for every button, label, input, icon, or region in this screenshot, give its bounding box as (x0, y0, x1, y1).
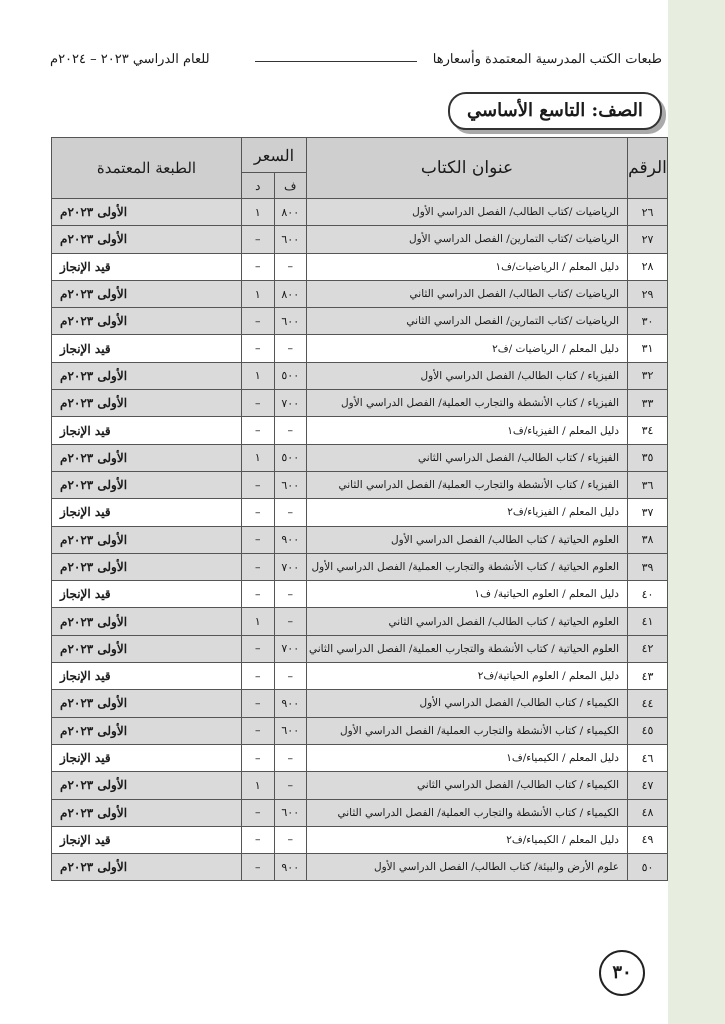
row-book-title: دليل المعلم / العلوم الحياتية/ف٢ (307, 663, 628, 690)
row-edition: قيد الإنجاز (52, 581, 242, 608)
table-row (52, 744, 668, 771)
row-price-d: – (242, 663, 275, 690)
row-number: ٣٨ (628, 526, 668, 553)
row-price-f: ٧٠٠ (274, 635, 307, 662)
page-header (50, 50, 662, 72)
row-price-f: – (274, 499, 307, 526)
row-number: ٣٦ (628, 471, 668, 498)
row-edition: الأولى ٢٠٢٣م (52, 635, 242, 662)
table-row (52, 635, 668, 662)
row-edition: الأولى ٢٠٢٣م (52, 799, 242, 826)
row-book-title: الرياضيات /كتاب التمارين/ الفصل الدراسي الثاني (307, 308, 628, 335)
row-number: ٣٥ (628, 444, 668, 471)
table-row (52, 854, 668, 881)
row-book-title: الرياضيات /كتاب الطالب/ الفصل الدراسي الأول (307, 199, 628, 226)
grade-label: الصف: التاسع الأساسي (448, 92, 662, 130)
row-price-f: ٥٠٠ (274, 444, 307, 471)
row-book-title: الفيزياء / كتاب الطالب/ الفصل الدراسي الأول (307, 362, 628, 389)
row-edition: قيد الإنجاز (52, 744, 242, 771)
row-price-d: – (242, 635, 275, 662)
table-row (52, 226, 668, 253)
row-number: ٢٦ (628, 199, 668, 226)
books-table-body (52, 199, 668, 881)
row-book-title: دليل المعلم / الفيزياء/ف٢ (307, 499, 628, 526)
table-row (52, 280, 668, 307)
row-number: ٤٠ (628, 581, 668, 608)
row-number: ٤٣ (628, 663, 668, 690)
header-edition: الطبعة المعتمدة (52, 138, 242, 199)
row-book-title: الكيمياء / كتاب الأنشطة والتجارب العملية/ الفصل الدراسي الأول (307, 717, 628, 744)
row-price-d: – (242, 390, 275, 417)
books-table (51, 137, 668, 881)
row-price-f: ٩٠٠ (274, 854, 307, 881)
row-number: ٤٨ (628, 799, 668, 826)
row-number: ٤٧ (628, 772, 668, 799)
row-book-title: العلوم الحياتية / كتاب الأنشطة والتجارب العملية/ الفصل الدراسي الثاني (307, 635, 628, 662)
row-edition: الأولى ٢٠٢٣م (52, 280, 242, 307)
row-edition: الأولى ٢٠٢٣م (52, 390, 242, 417)
row-number: ٢٩ (628, 280, 668, 307)
row-edition: قيد الإنجاز (52, 335, 242, 362)
row-edition: قيد الإنجاز (52, 663, 242, 690)
row-price-d: – (242, 499, 275, 526)
table-row (52, 553, 668, 580)
table-row (52, 690, 668, 717)
table-row (52, 199, 668, 226)
row-price-f: ٦٠٠ (274, 717, 307, 744)
row-price-d: – (242, 717, 275, 744)
row-price-d: ١ (242, 772, 275, 799)
table-row (52, 417, 668, 444)
row-book-title: علوم الأرض والبيئة/ كتاب الطالب/ الفصل الدراسي الأول (307, 854, 628, 881)
row-price-f: – (274, 826, 307, 853)
row-edition: قيد الإنجاز (52, 253, 242, 280)
page-number: ٣٠ (599, 950, 645, 996)
table-row (52, 308, 668, 335)
row-price-d: – (242, 826, 275, 853)
row-price-f: ٦٠٠ (274, 471, 307, 498)
table-row (52, 526, 668, 553)
row-book-title: الرياضيات /كتاب الطالب/ الفصل الدراسي الثاني (307, 280, 628, 307)
row-book-title: دليل المعلم / الرياضيات /ف٢ (307, 335, 628, 362)
row-price-f: ٧٠٠ (274, 390, 307, 417)
row-number: ٤٤ (628, 690, 668, 717)
row-price-d: – (242, 799, 275, 826)
row-price-d: ١ (242, 280, 275, 307)
row-price-d: ١ (242, 199, 275, 226)
row-edition: الأولى ٢٠٢٣م (52, 362, 242, 389)
row-price-f: ٧٠٠ (274, 553, 307, 580)
row-edition: الأولى ٢٠٢٣م (52, 717, 242, 744)
row-price-d: – (242, 526, 275, 553)
row-price-d: – (242, 335, 275, 362)
row-price-d: – (242, 581, 275, 608)
row-price-f: – (274, 417, 307, 444)
table-row (52, 608, 668, 635)
row-number: ٢٧ (628, 226, 668, 253)
table-row (52, 717, 668, 744)
row-edition: الأولى ٢٠٢٣م (52, 526, 242, 553)
header-number: الرقم (628, 138, 668, 199)
row-number: ٣٩ (628, 553, 668, 580)
row-price-f: – (274, 663, 307, 690)
row-book-title: الفيزياء / كتاب الأنشطة والتجارب العملية/ الفصل الدراسي الأول (307, 390, 628, 417)
row-price-d: – (242, 744, 275, 771)
row-book-title: الكيمياء / كتاب الطالب/ الفصل الدراسي الثاني (307, 772, 628, 799)
row-price-f: ٦٠٠ (274, 226, 307, 253)
table-row (52, 444, 668, 471)
row-number: ٤٢ (628, 635, 668, 662)
row-book-title: دليل المعلم / الكيمياء/ف٢ (307, 826, 628, 853)
table-row (52, 772, 668, 799)
row-book-title: العلوم الحياتية / كتاب الطالب/ الفصل الدراسي الثاني (307, 608, 628, 635)
row-number: ٤٦ (628, 744, 668, 771)
row-number: ٤١ (628, 608, 668, 635)
row-number: ٣١ (628, 335, 668, 362)
row-edition: قيد الإنجاز (52, 499, 242, 526)
row-price-f: – (274, 772, 307, 799)
row-edition: الأولى ٢٠٢٣م (52, 226, 242, 253)
row-book-title: دليل المعلم / الفيزياء/ف١ (307, 417, 628, 444)
row-price-f: ٨٠٠ (274, 280, 307, 307)
row-number: ٣٢ (628, 362, 668, 389)
table-row (52, 499, 668, 526)
row-price-f: ٦٠٠ (274, 799, 307, 826)
row-price-d: ١ (242, 362, 275, 389)
table-row (52, 335, 668, 362)
row-price-d: – (242, 690, 275, 717)
row-edition: الأولى ٢٠٢٣م (52, 199, 242, 226)
row-edition: قيد الإنجاز (52, 417, 242, 444)
row-book-title: دليل المعلم / العلوم الحياتية/ ف١ (307, 581, 628, 608)
header-year: للعام الدراسي ٢٠٢٣ – ٢٠٢٤م (50, 52, 210, 67)
row-price-d: – (242, 226, 275, 253)
row-price-d: ١ (242, 608, 275, 635)
row-price-d: – (242, 553, 275, 580)
row-price-f: – (274, 744, 307, 771)
row-price-d: – (242, 253, 275, 280)
row-price-d: – (242, 854, 275, 881)
row-edition: الأولى ٢٠٢٣م (52, 772, 242, 799)
row-book-title: دليل المعلم / الرياضيات/ف١ (307, 253, 628, 280)
row-book-title: الفيزياء / كتاب الطالب/ الفصل الدراسي الثاني (307, 444, 628, 471)
row-book-title: العلوم الحياتية / كتاب الأنشطة والتجارب العملية/ الفصل الدراسي الأول (307, 553, 628, 580)
row-price-f: ٥٠٠ (274, 362, 307, 389)
header-price-d: د (242, 173, 275, 199)
table-row (52, 471, 668, 498)
row-number: ٥٠ (628, 854, 668, 881)
header-title: طبعات الكتب المدرسية المعتمدة وأسعارها (432, 52, 662, 67)
row-price-f: ٩٠٠ (274, 526, 307, 553)
row-edition: قيد الإنجاز (52, 826, 242, 853)
row-price-f: ٦٠٠ (274, 308, 307, 335)
row-book-title: الرياضيات /كتاب التمارين/ الفصل الدراسي الأول (307, 226, 628, 253)
row-book-title: العلوم الحياتية / كتاب الطالب/ الفصل الدراسي الأول (307, 526, 628, 553)
row-edition: الأولى ٢٠٢٣م (52, 308, 242, 335)
row-number: ٤٥ (628, 717, 668, 744)
header-rule (255, 61, 417, 62)
row-price-f: – (274, 335, 307, 362)
table-row (52, 390, 668, 417)
row-number: ٣٣ (628, 390, 668, 417)
table-row (52, 663, 668, 690)
row-number: ٣٠ (628, 308, 668, 335)
row-book-title: الكيمياء / كتاب الأنشطة والتجارب العملية/ الفصل الدراسي الثاني (307, 799, 628, 826)
row-edition: الأولى ٢٠٢٣م (52, 608, 242, 635)
table-row (52, 581, 668, 608)
row-book-title: دليل المعلم / الكيمياء/ف١ (307, 744, 628, 771)
row-price-d: – (242, 417, 275, 444)
row-edition: الأولى ٢٠٢٣م (52, 854, 242, 881)
row-price-d: ١ (242, 444, 275, 471)
row-number: ٣٤ (628, 417, 668, 444)
table-row (52, 362, 668, 389)
table-row (52, 799, 668, 826)
row-price-f: – (274, 253, 307, 280)
table-row (52, 253, 668, 280)
header-title-col: عنوان الكتاب (307, 138, 628, 199)
row-price-d: – (242, 471, 275, 498)
page-side-strip (668, 0, 725, 1024)
row-number: ٤٩ (628, 826, 668, 853)
row-number: ٢٨ (628, 253, 668, 280)
row-edition: الأولى ٢٠٢٣م (52, 690, 242, 717)
row-price-f: ٨٠٠ (274, 199, 307, 226)
row-number: ٣٧ (628, 499, 668, 526)
row-book-title: الفيزياء / كتاب الأنشطة والتجارب العملية/ الفصل الدراسي الثاني (307, 471, 628, 498)
row-price-f: – (274, 581, 307, 608)
row-book-title: الكيمياء / كتاب الطالب/ الفصل الدراسي الأول (307, 690, 628, 717)
table-row (52, 826, 668, 853)
row-price-f: – (274, 608, 307, 635)
row-price-f: ٩٠٠ (274, 690, 307, 717)
row-edition: الأولى ٢٠٢٣م (52, 471, 242, 498)
row-edition: الأولى ٢٠٢٣م (52, 553, 242, 580)
header-price-f: ف (274, 173, 307, 199)
header-price: السعر (242, 138, 307, 173)
row-price-d: – (242, 308, 275, 335)
row-edition: الأولى ٢٠٢٣م (52, 444, 242, 471)
